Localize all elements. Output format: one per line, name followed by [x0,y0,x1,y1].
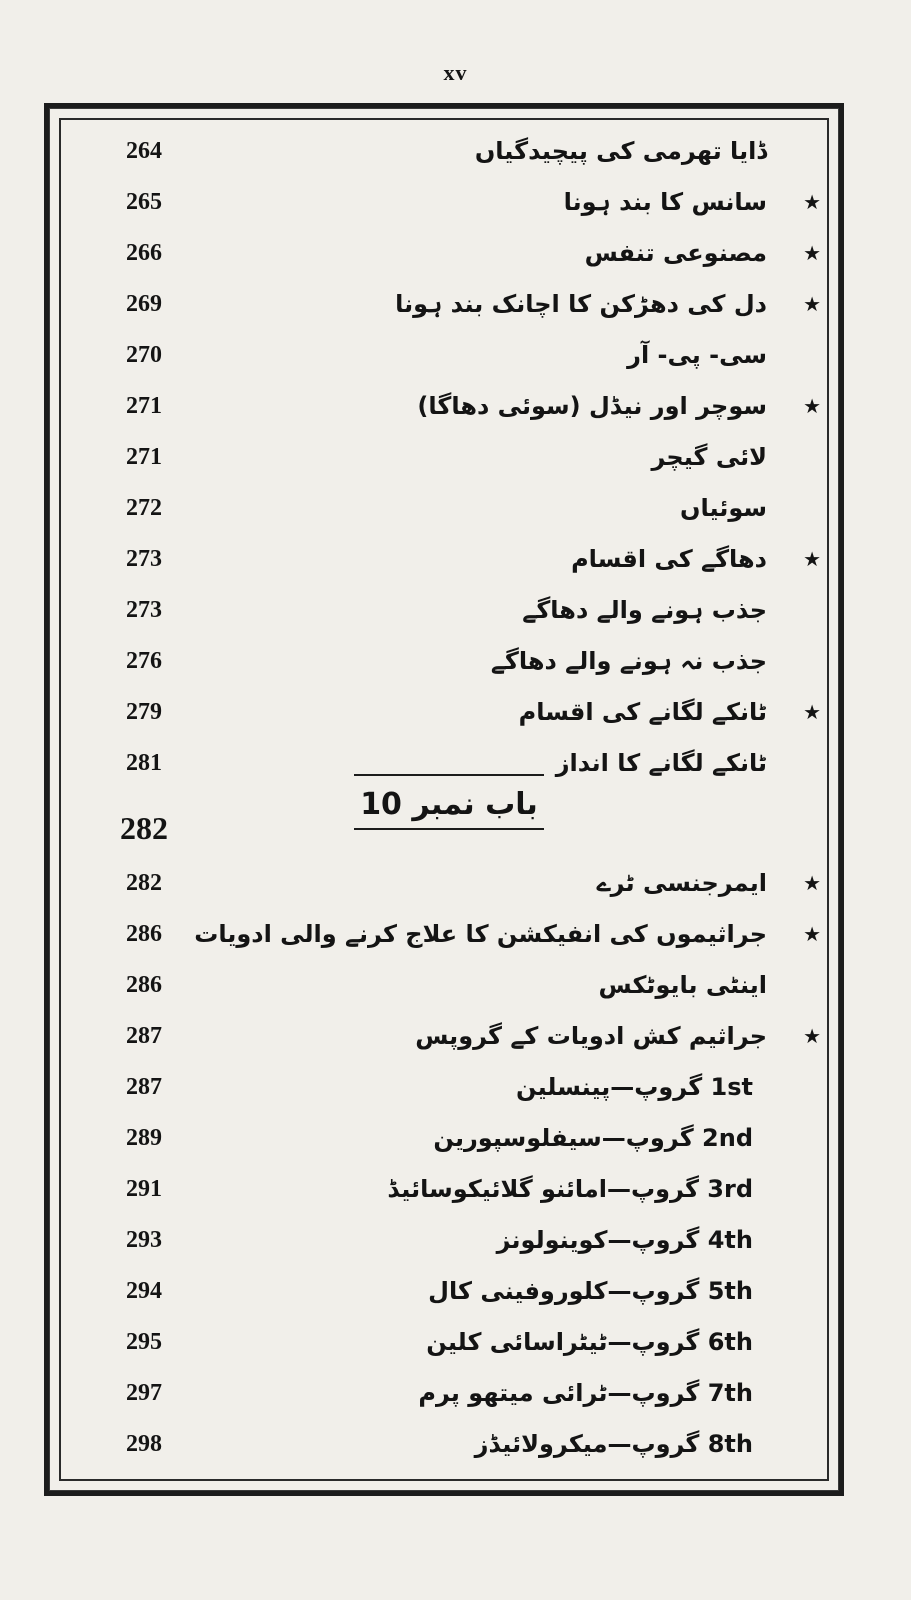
entry-page-number: 266 [126,240,162,266]
dash: — [607,1430,632,1458]
group-ordinal: 2nd [702,1124,753,1152]
entry-page-number: 298 [126,1431,162,1457]
group-name: میکرولائیڈز [474,1430,608,1458]
entry-page-number: 297 [126,1380,162,1406]
star-icon: ★ [803,871,821,895]
entry-title: اینٹی بایوٹکس [598,971,767,999]
group-entry-text [387,1172,753,1206]
entry-title: سوئیاں [680,494,767,522]
entry-title: جذب ہونے والے دھاگے [522,596,767,624]
entry-page-number: 272 [126,495,162,521]
group-ordinal: 8th [707,1430,753,1458]
entry-page-number: 276 [126,648,162,674]
chapter-page-number: 282 [120,810,168,846]
chapter-title: باب نمبر 10 [354,774,544,830]
dash: — [607,1175,631,1203]
toc-entry [49,538,849,582]
toc-entry [49,487,849,531]
chapter-heading [49,774,849,830]
entry-page-number: 271 [126,393,162,419]
star-icon: ★ [803,547,821,571]
entry-title: دل کی دھڑکن کا اچانک بند ہونا [395,290,767,318]
group-label: گروپ [631,1226,700,1254]
entry-title: ایمرجنسی ٹرے [596,869,767,897]
star-icon: ★ [803,241,821,265]
entry-page-number: 279 [126,699,162,725]
star-icon: ★ [803,922,821,946]
group-ordinal: 1st [710,1073,753,1101]
group-entry [49,1270,849,1314]
dash: — [607,1379,632,1407]
toc-entry [49,436,849,480]
group-entry-text [426,1325,753,1359]
entry-page-number: 287 [126,1074,162,1100]
entry-title: مصنوعی تنفس [584,239,767,267]
group-ordinal: 6th [707,1328,753,1356]
entry-page-number: 289 [126,1125,162,1151]
group-ordinal: 3rd [707,1175,753,1203]
entry-page-number: 293 [126,1227,162,1253]
entry-title: سوچر اور نیڈل (سوئی دھاگا) [417,392,767,420]
toc-entry [49,862,849,906]
toc-entry [49,232,849,276]
group-entry-text [475,1427,753,1461]
group-ordinal: 7th [707,1379,753,1407]
group-entry [49,1423,849,1467]
star-icon: ★ [803,700,821,724]
page-number: xv [443,60,468,85]
group-label: گروپ [631,1328,700,1356]
entry-page-number: 270 [126,342,162,368]
toc-entry [49,334,849,378]
toc-entry [49,640,849,684]
group-entry [49,1321,849,1365]
star-icon: ★ [803,190,821,214]
group-entry [49,1219,849,1263]
toc-entry [49,130,849,174]
entry-page-number: 264 [126,138,162,164]
entry-title: ٹانکے لگانے کا انداز [555,749,767,777]
dash: — [601,1124,626,1152]
entry-title: سی- پی- آر [627,341,767,369]
entry-title: لائی گیچر [651,443,767,471]
entry-title: سانس کا بند ہونا [563,188,767,216]
group-name: سیفلوسپورین [433,1124,602,1152]
group-name: ٹیٹراسائی کلین [426,1328,608,1356]
group-entry [49,1066,849,1110]
entry-title: ڈایا تھرمی کی پیچیدگیاں [474,137,767,165]
group-name: پینسلین [516,1073,611,1101]
entry-page-number: 282 [126,870,162,896]
entry-page-number: 291 [126,1176,162,1202]
entry-page-number: 281 [126,750,162,776]
entry-page-number: 271 [126,444,162,470]
entry-page-number: 286 [126,972,162,998]
group-entry [49,1372,849,1416]
group-label: گروپ [625,1124,694,1152]
entry-page-number: 287 [126,1023,162,1049]
group-entry-text [433,1121,753,1155]
entry-page-number: 269 [126,291,162,317]
group-ordinal: 5th [707,1277,753,1305]
group-entry-text [418,1376,753,1410]
star-icon: ★ [803,292,821,316]
contents-frame [44,103,844,1496]
group-entry-text [497,1223,753,1257]
group-label: گروپ [631,1277,700,1305]
entry-title: دھاگے کی اقسام [571,545,767,573]
group-entry-text [428,1274,753,1308]
entry-page-number: 273 [126,597,162,623]
group-ordinal: 4th [707,1226,753,1254]
toc-entry [49,181,849,225]
dash: — [610,1073,635,1101]
dash: — [607,1226,632,1254]
group-name: کوینولونز [496,1226,608,1254]
toc-entry [49,964,849,1008]
toc-entry [49,589,849,633]
entry-page-number: 273 [126,546,162,572]
dash: — [607,1277,632,1305]
group-name: امائنو گلائیکوسائیڈ [387,1175,607,1203]
group-label: گروپ [631,1175,699,1203]
dash: — [607,1328,632,1356]
entry-title: جذب نہ ہونے والے دھاگے [490,647,767,675]
entry-page-number: 265 [126,189,162,215]
entry-page-number: 295 [126,1329,162,1355]
toc-entry [49,691,849,735]
entry-title: ٹانکے لگانے کی اقسام [518,698,767,726]
group-label: گروپ [634,1073,703,1101]
star-icon: ★ [803,394,821,418]
toc-entry [49,913,849,957]
toc-entry [49,385,849,429]
entry-title: جراثیموں کی انفیکشن کا علاج کرنے والی ادویات [194,920,767,948]
toc-entry [49,283,849,327]
group-entry [49,1117,849,1161]
group-entry-text [516,1070,753,1104]
group-label: گروپ [631,1430,700,1458]
star-icon: ★ [803,1024,821,1048]
group-label: گروپ [631,1379,700,1407]
entry-title: جراثیم کش ادویات کے گروپس [415,1022,767,1050]
entry-page-number: 286 [126,921,162,947]
toc-entry [49,1015,849,1059]
entry-page-number: 294 [126,1278,162,1304]
group-name: ٹرائی میتھو پرم [418,1379,608,1407]
group-entry [49,1168,849,1212]
group-name: کلوروفینی کال [428,1277,608,1305]
